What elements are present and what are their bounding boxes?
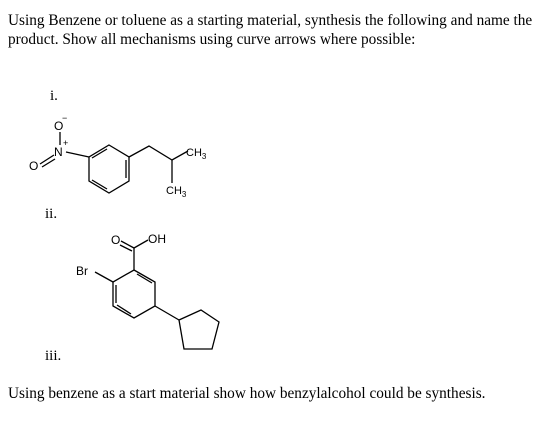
structure-i-n-o-double-bond bbox=[42, 159, 55, 167]
structure-ii bbox=[76, 232, 219, 349]
structure-i-benzene-ring bbox=[89, 145, 129, 193]
structure-i-oxygen-left: O bbox=[29, 159, 39, 173]
structure-i bbox=[29, 113, 207, 199]
structure-i-nitrogen: N bbox=[54, 145, 63, 159]
structure-ii-cyclopentane-ring bbox=[179, 310, 219, 349]
part-iii-label: iii. bbox=[45, 348, 62, 364]
structure-i-charge-minus: − bbox=[62, 113, 68, 123]
structure-i-ch3-top: $CH_3$ bbox=[186, 147, 207, 161]
part-iii-task: Using benzene as a start material show how benzylalcohol could be synthesis. bbox=[8, 385, 486, 402]
structure-ii-c-oh-bond bbox=[134, 240, 148, 248]
structure-i-n-o-double-bond bbox=[40, 155, 54, 164]
question-intro-line2: product. Show all mechanisms using curve arrows where possible: bbox=[8, 31, 416, 48]
part-ii-label: ii. bbox=[45, 206, 58, 222]
part-i-label: i. bbox=[50, 88, 58, 104]
structure-ii-oxygen: O bbox=[111, 233, 121, 247]
structure-ii-c-br-bond bbox=[95, 272, 113, 282]
structure-ii-cyclopentyl-link bbox=[155, 306, 179, 320]
structure-i-ch3-bottom: $CH_3$ bbox=[166, 185, 187, 199]
structure-i-oxygen-top: O bbox=[54, 119, 64, 133]
structure-ii-hydroxyl: OH bbox=[148, 232, 166, 246]
structure-i-charge-plus: + bbox=[63, 138, 69, 148]
structure-ii-bromine: Br bbox=[76, 264, 88, 278]
structure-ii-benzene-ring bbox=[113, 270, 155, 318]
question-intro-line1: Using Benzene or toluene as a starting material, synthesis the following and name the bbox=[8, 12, 533, 29]
structure-i-n-ring-bond bbox=[66, 152, 89, 157]
structure-i-alkyl-chain bbox=[129, 146, 188, 160]
